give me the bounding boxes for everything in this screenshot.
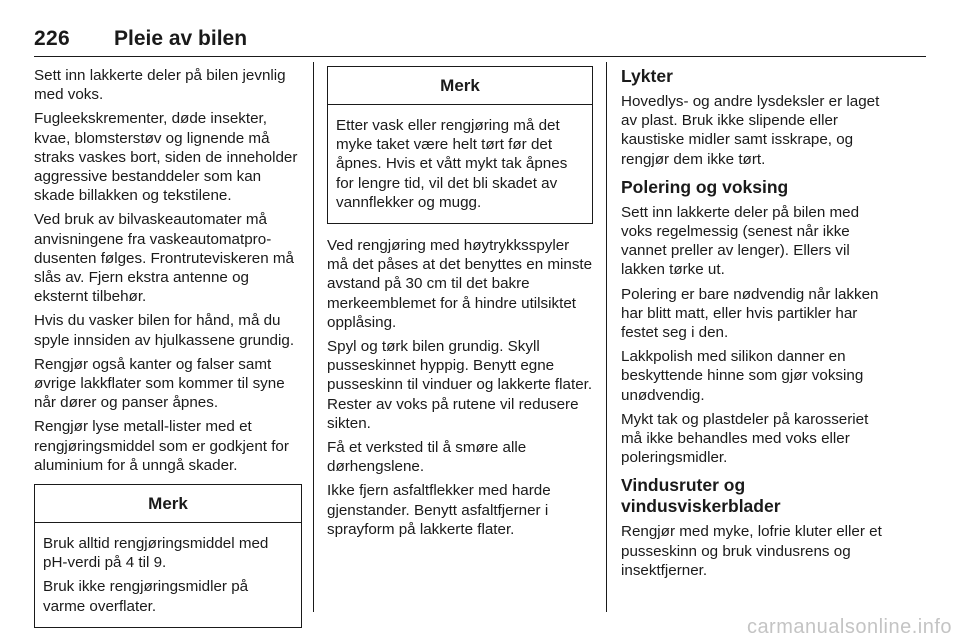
paragraph: Ved rengjøring med høytrykksspyler må det påses at det benyttes en minste avstand på 30 cm til det bakre merkeemblemet for å hindre utilsiktet opplåsing.: [327, 237, 593, 331]
paragraph: Få et verksted til å smøre alle dørhengslene.: [327, 439, 527, 476]
column-2: [327, 66, 593, 544]
column-divider-1: [313, 62, 314, 612]
note-title: Merk: [35, 485, 301, 523]
paragraph: Lakkpolish med silikon danner en beskyttende hinne som gjør voksing unødvendig.: [621, 348, 864, 404]
paragraph: Rengjør med myke, lofrie kluter eller et pusseskinn og bruk vindusrens og insektfjerner.: [621, 523, 882, 579]
note-paragraph: Etter vask eller rengjøring må det myke taket være helt tørt før det åpnes. Hvis et vått mykt tak åpnes for lengre tid, vil det bli skadet av vannflekker og mugg.: [336, 117, 568, 211]
page-header: [34, 27, 960, 57]
paragraph: Sett inn lakkerte deler på bilen jevnlig med voks.: [34, 67, 286, 104]
column-1: [34, 66, 302, 628]
paragraph: Ikke fjern asfaltflekker med harde gjenstander. Benytt asfaltfjerner i sprayform på lakkerte flater.: [327, 482, 551, 538]
paragraph: Polering er bare nødvendig når lakken har blitt matt, eller hvis partikler har festet seg i den.: [621, 285, 879, 342]
paragraph: Hovedlys- og andre lysdeksler er laget av plast. Bruk ikke slipende eller kaustiske midler samt isskrape, og rengjør dem ikke tørt.: [621, 93, 880, 168]
note-body: [328, 105, 592, 223]
page-number: 226: [34, 27, 70, 50]
note-body: [35, 523, 301, 627]
note-box-ph: [34, 484, 302, 628]
section-heading-lykter: Lykter: [621, 66, 673, 86]
watermark: carmanualsonline.info: [746, 616, 952, 638]
paragraph: Hvis du vasker bilen for hånd, må du spyle innsiden av hjulkassene grundig.: [34, 312, 295, 349]
heading-line: Vindusruter og: [621, 475, 746, 496]
section-heading-vindusruter: [621, 475, 893, 517]
note-paragraph: Bruk ikke rengjøringsmidler på varme overflater.: [43, 578, 249, 615]
note-box-soft-top: [327, 66, 593, 224]
column-3: [621, 66, 893, 585]
header-rule: [34, 56, 926, 57]
chapter-title: Pleie av bilen: [114, 27, 248, 50]
paragraph: Rengjør lyse metall-lister med et rengjøringsmiddel som er godkjent for aluminium for å unngå skader.: [34, 418, 289, 474]
paragraph: Rengjør også kanter og falser samt øvrige lakkflater som kommer til syne når dører og panser åpnes.: [34, 355, 285, 412]
section-heading-polering: Polering og voksing: [621, 176, 789, 197]
heading-line: vindusviskerblader: [621, 496, 781, 517]
column-divider-2: [606, 62, 607, 612]
note-title: Merk: [328, 67, 592, 105]
note-paragraph: Bruk alltid rengjøringsmiddel med pH-verdi på 4 til 9.: [43, 535, 269, 572]
paragraph: Ved bruk av bilvaskeautomater må anvisningene fra vaskeautomatprodusenten følges. Frontruteviskeren må slås av. Fjern ekstra antenne og eksternt tilbehør.: [34, 211, 294, 306]
paragraph: Sett inn lakkerte deler på bilen med voks regelmessig (senest når ikke vannet preller av lenger). Ellers vil lakken tørke ut.: [621, 203, 860, 279]
paragraph: Fugleekskrementer, døde insekter, kvae, blomsterstøv og lignende må straks vaskes bort, siden de inneholder aggressive bestanddeler som kan skade billakken og tekstilene.: [34, 110, 298, 205]
paragraph: Spyl og tørk bilen grundig. Skyll pusseskinnet hyppig. Benytt egne pusseskinn til vinduer og lakkerte flater. Rester av voks på rutene vil redusere sikten.: [327, 338, 593, 432]
paragraph: Mykt tak og plastdeler på karosseriet må ikke behandles med voks eller poleringsmidler.: [621, 410, 869, 467]
